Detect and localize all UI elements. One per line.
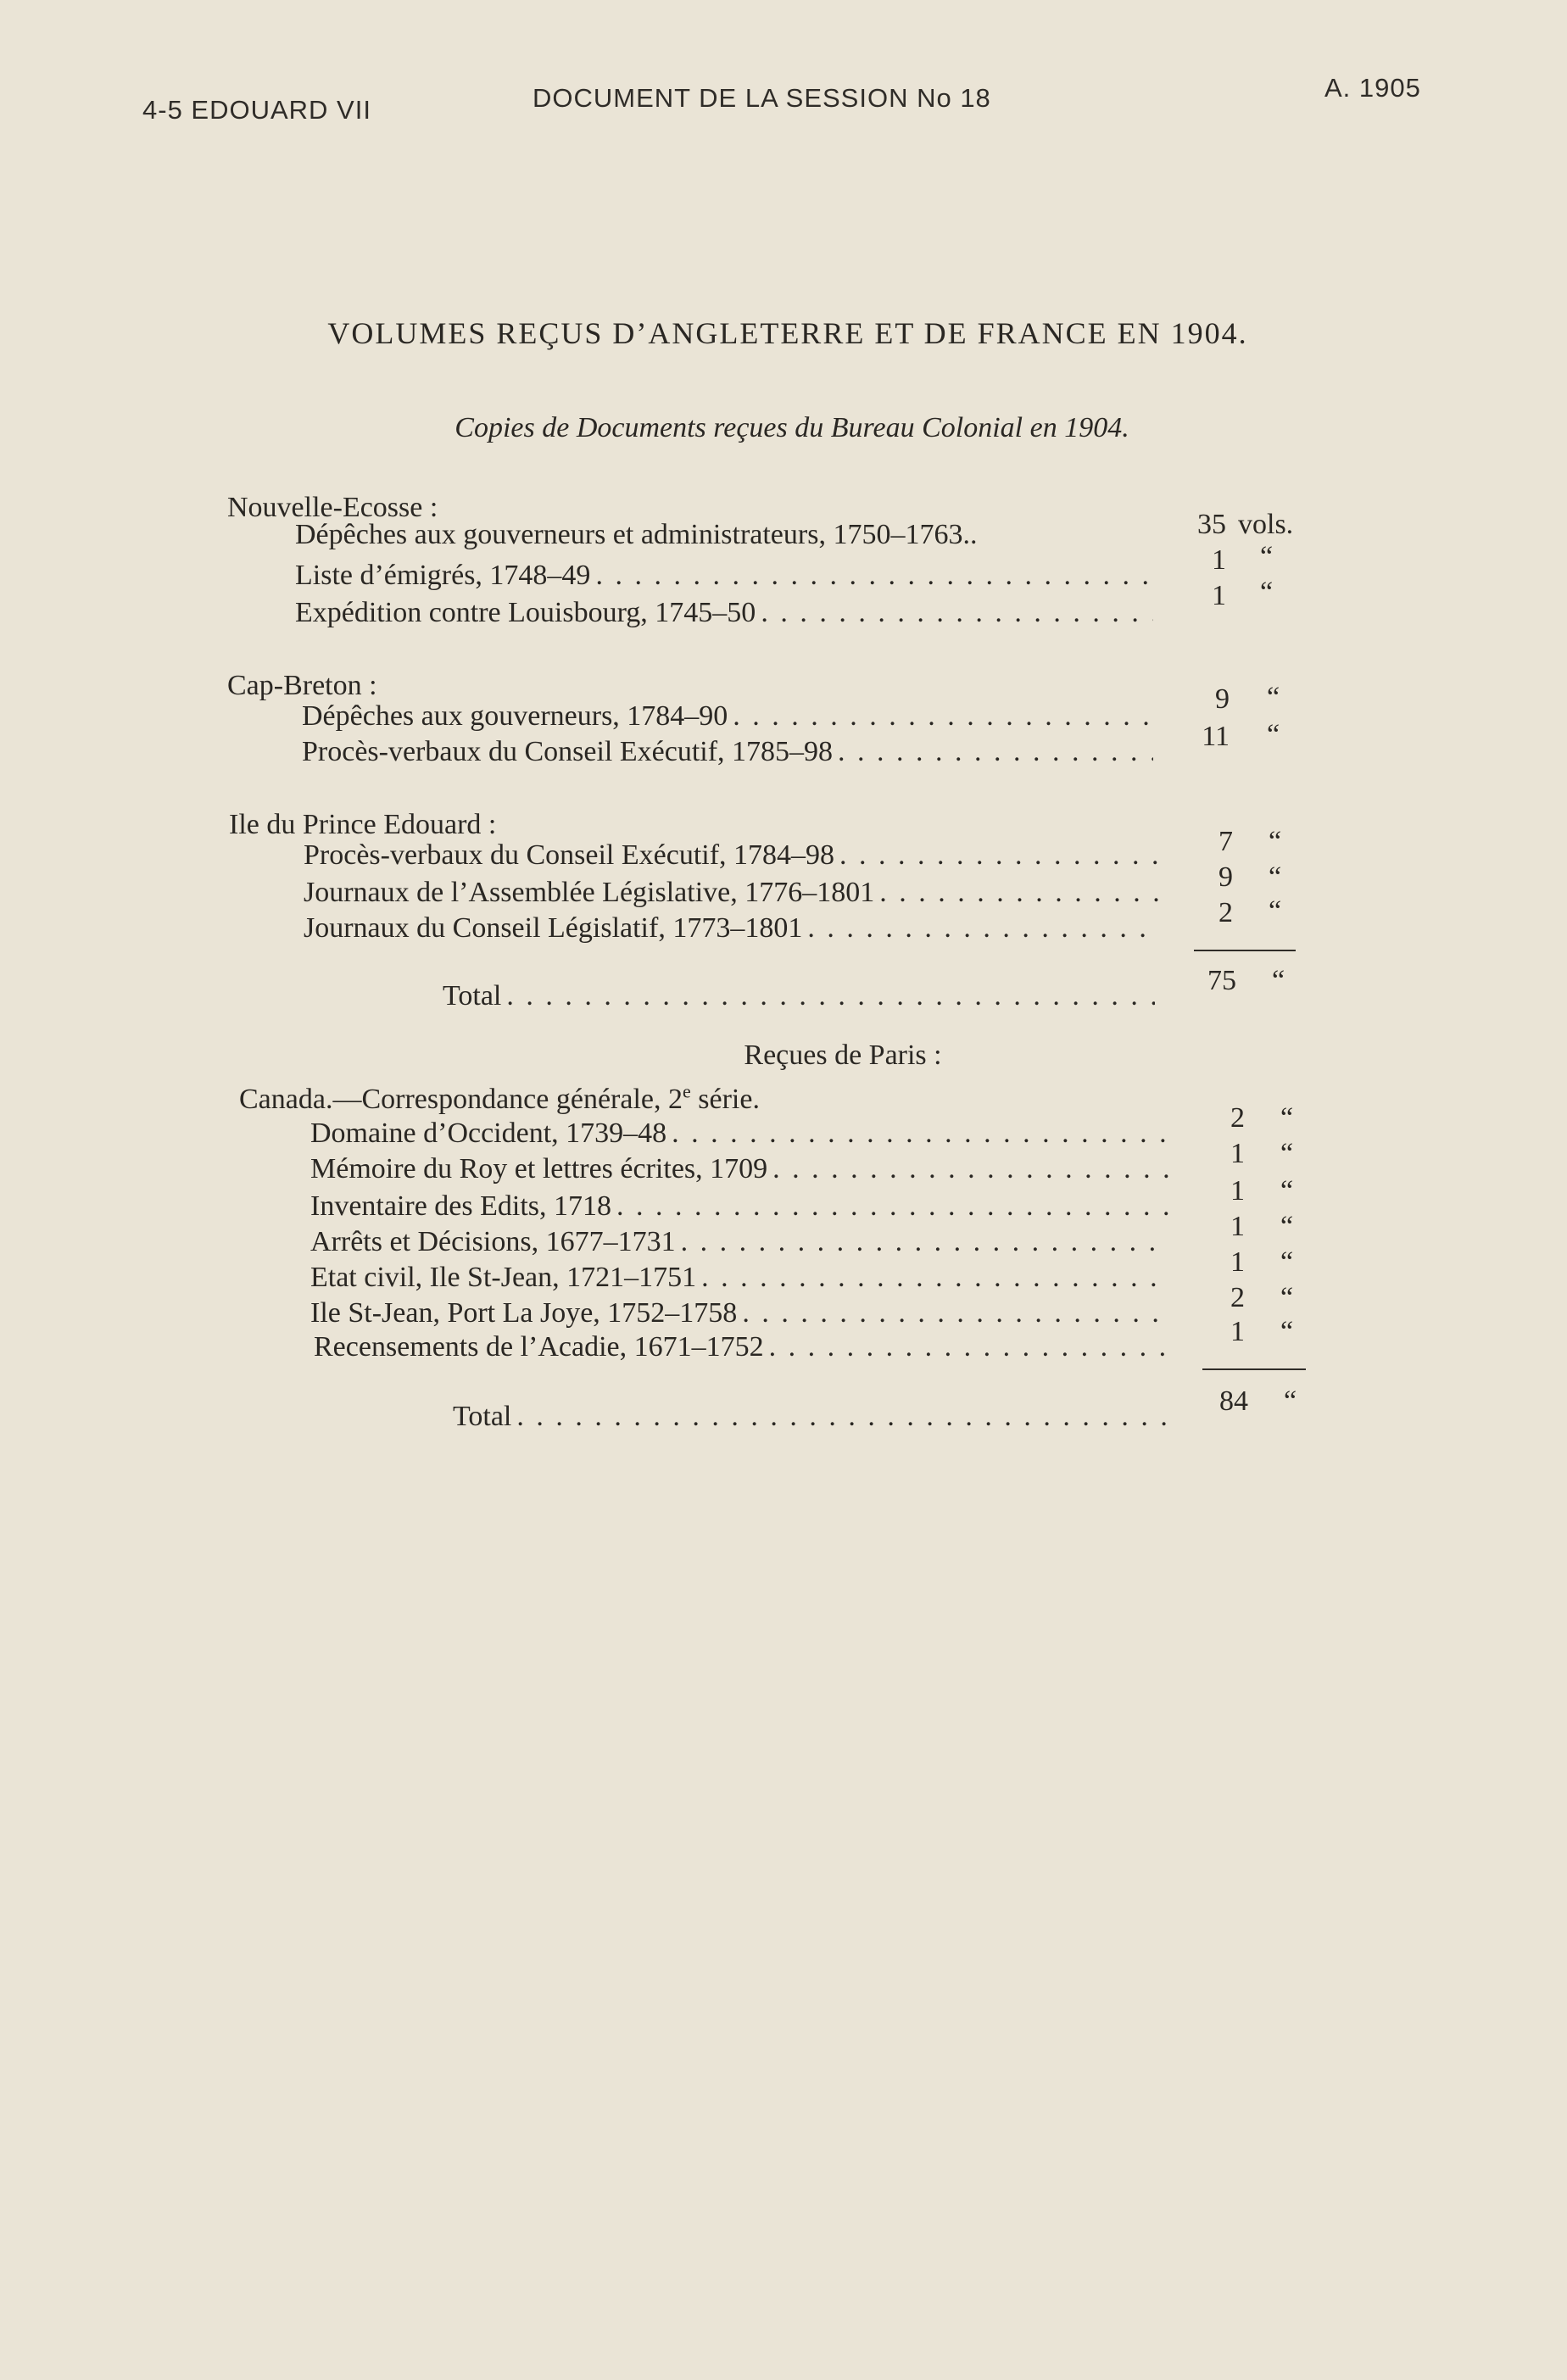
item-unit: “ xyxy=(1280,1102,1294,1134)
section-heading-nouvelle-ecosse: Nouvelle-Ecosse : xyxy=(227,492,438,523)
item-text: Dépêches aux gouverneurs, 1784–90 xyxy=(302,700,728,732)
item-text: Recensements de l’Acadie, 1671–1752 xyxy=(314,1331,764,1363)
item-unit: “ xyxy=(1267,719,1280,750)
item-text: Arrêts et Décisions, 1677–1731 xyxy=(310,1226,676,1257)
leader-dots xyxy=(772,1153,1168,1185)
list-item xyxy=(295,519,1153,551)
leader-dots xyxy=(838,736,1153,768)
header-left: 4-5 EDOUARD VII xyxy=(142,95,371,125)
item-unit: “ xyxy=(1280,1316,1294,1347)
total-unit: “ xyxy=(1272,965,1285,996)
item-unit: “ xyxy=(1280,1211,1294,1242)
item-text: Inventaire des Edits, 1718 xyxy=(310,1190,612,1222)
item-unit: “ xyxy=(1280,1282,1294,1313)
total-rule xyxy=(1194,950,1296,951)
leader-dots xyxy=(769,1331,1168,1363)
item-qty: 1 xyxy=(1230,1175,1245,1207)
item-unit: “ xyxy=(1280,1138,1294,1169)
list-item xyxy=(304,839,1160,872)
leader-dots xyxy=(839,839,1160,872)
leader-dots xyxy=(616,1190,1168,1223)
total-qty: 75 xyxy=(1207,965,1236,996)
item-qty: 1 xyxy=(1230,1246,1245,1278)
item-text: Ile St-Jean, Port La Joye, 1752–1758 xyxy=(310,1297,738,1329)
item-text: Expédition contre Louisbourg, 1745–50 xyxy=(295,597,756,628)
item-qty: 7 xyxy=(1218,826,1233,857)
item-qty: 2 xyxy=(1230,1282,1245,1313)
header-center: DOCUMENT DE LA SESSION No 18 xyxy=(533,83,991,113)
item-qty: 11 xyxy=(1202,721,1230,752)
item-text: Journaux de l’Assemblée Législative, 1776–1801 xyxy=(304,877,875,908)
leader-dots xyxy=(807,912,1160,945)
leader-dots xyxy=(879,877,1160,909)
item-qty: 9 xyxy=(1215,683,1230,715)
leader-dots xyxy=(742,1297,1168,1329)
item-unit: “ xyxy=(1260,577,1274,608)
item-text: Journaux du Conseil Législatif, 1773–1801 xyxy=(304,912,803,944)
leader-dots xyxy=(761,597,1153,629)
leader-dots xyxy=(733,700,1153,733)
item-qty: 1 xyxy=(1212,544,1226,576)
item-qty: 2 xyxy=(1218,897,1233,928)
item-qty: 1 xyxy=(1230,1211,1245,1242)
item-qty: 2 xyxy=(1230,1102,1245,1134)
document-subtitle: Copies de Documents reçues du Bureau Colonial en 1904. xyxy=(454,412,1129,443)
paris-heading: Reçues de Paris : xyxy=(744,1040,942,1071)
list-item xyxy=(295,597,1153,629)
header-right: A. 1905 xyxy=(1324,73,1421,103)
list-item xyxy=(314,1331,1168,1363)
item-text: Domaine d’Occident, 1739–48 xyxy=(310,1118,667,1149)
item-qty: 1 xyxy=(1212,580,1226,611)
leader-dots xyxy=(701,1262,1168,1294)
list-item xyxy=(310,1118,1168,1150)
item-qty: 1 xyxy=(1230,1316,1245,1347)
list-item xyxy=(302,736,1153,768)
leader-dots xyxy=(516,1401,1168,1433)
list-item xyxy=(295,560,1153,592)
item-unit: “ xyxy=(1260,541,1274,572)
item-text: Dépêches aux gouverneurs et administrateurs, 1750–1763.. xyxy=(295,519,978,550)
list-item xyxy=(310,1226,1168,1258)
section-heading-ile-du-prince-edouard: Ile du Prince Edouard : xyxy=(229,809,497,840)
leader-dots xyxy=(595,560,1153,592)
total-unit: “ xyxy=(1284,1385,1297,1417)
item-text: Procès-verbaux du Conseil Exécutif, 1784–98 xyxy=(304,839,835,871)
total-row xyxy=(443,980,1155,1012)
leader-dots xyxy=(506,980,1155,1012)
item-unit: “ xyxy=(1280,1246,1294,1278)
document-title: VOLUMES REÇUS D’ANGLETERRE ET DE FRANCE EN 1904. xyxy=(327,316,1248,350)
item-text: Etat civil, Ile St-Jean, 1721–1751 xyxy=(310,1262,697,1293)
total-rule xyxy=(1202,1368,1306,1370)
item-qty: 1 xyxy=(1230,1138,1245,1169)
canada-heading xyxy=(239,1080,760,1116)
item-unit: “ xyxy=(1269,895,1282,927)
item-unit: “ xyxy=(1267,682,1280,713)
item-unit: vols. xyxy=(1238,509,1294,540)
list-item xyxy=(310,1153,1168,1185)
leader-dots xyxy=(672,1118,1168,1150)
list-item xyxy=(304,877,1160,909)
canada-heading-suffix: série. xyxy=(690,1084,760,1115)
total-qty: 84 xyxy=(1219,1385,1248,1417)
list-item xyxy=(310,1190,1168,1223)
item-unit: “ xyxy=(1269,826,1282,857)
list-item xyxy=(310,1262,1168,1294)
total-label: Total xyxy=(453,1401,512,1432)
item-qty: 9 xyxy=(1218,861,1233,893)
canada-heading-sup: e xyxy=(683,1080,691,1102)
canada-heading-text: Canada.—Correspondance générale, 2 xyxy=(239,1084,683,1115)
item-text: Procès-verbaux du Conseil Exécutif, 1785–98 xyxy=(302,736,834,767)
item-unit: “ xyxy=(1280,1175,1294,1207)
item-text: Mémoire du Roy et lettres écrites, 1709 xyxy=(310,1153,768,1184)
total-label: Total xyxy=(443,980,502,1012)
section-heading-cap-breton: Cap-Breton : xyxy=(227,670,377,701)
item-unit: “ xyxy=(1269,861,1282,893)
list-item xyxy=(302,700,1153,733)
total-row xyxy=(453,1401,1168,1433)
list-item xyxy=(304,912,1160,945)
list-item xyxy=(310,1297,1168,1329)
item-qty: 35 xyxy=(1197,509,1226,540)
item-text: Liste d’émigrés, 1748–49 xyxy=(295,560,591,591)
leader-dots xyxy=(681,1226,1168,1258)
